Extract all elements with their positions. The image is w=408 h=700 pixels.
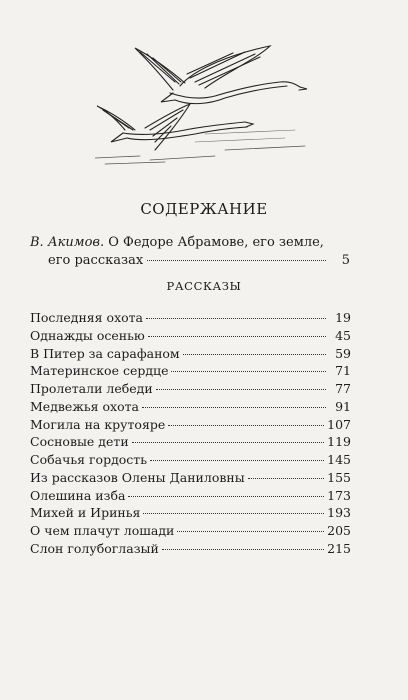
leader-dots	[150, 460, 324, 461]
toc-entry	[30, 452, 351, 470]
leader-dots	[147, 260, 326, 261]
toc-entry-title: Медвежья охота	[30, 398, 139, 414]
toc-entry	[30, 488, 351, 506]
leader-dots	[171, 371, 326, 372]
toc-entry	[30, 381, 351, 399]
intro-entry	[30, 234, 350, 270]
toc-entry-title: Олешина изба	[30, 487, 126, 503]
flying-swans-illustration	[95, 38, 315, 168]
toc-entry-title: Из рассказов Олены Даниловны	[30, 469, 245, 485]
toc-entry-page: 155	[327, 469, 351, 485]
toc-entry-page: 173	[327, 487, 351, 503]
toc-entry-title: Однажды осенью	[30, 327, 145, 343]
intro-line-2	[30, 252, 350, 270]
toc-entry	[30, 399, 351, 417]
toc-entry-page: 45	[335, 327, 351, 343]
leader-dots	[142, 407, 326, 408]
toc-entry	[30, 417, 351, 435]
toc-entry	[30, 346, 351, 364]
leader-dots	[183, 354, 326, 355]
table-of-contents	[30, 310, 351, 559]
toc-entry-page: 59	[335, 345, 351, 361]
toc-entry-page: 71	[335, 363, 351, 379]
toc-entry	[30, 523, 351, 541]
intro-line-1	[30, 234, 350, 252]
leader-dots	[143, 513, 324, 514]
toc-entry-page: 145	[327, 452, 351, 467]
toc-entry	[30, 363, 351, 381]
leader-dots	[128, 496, 324, 497]
toc-entry-page: 19	[335, 310, 351, 325]
toc-entry-title: Собачья гордость	[30, 452, 148, 467]
toc-entry-page: 119	[327, 434, 351, 450]
toc-entry-page: 193	[327, 505, 351, 521]
leader-dots	[146, 318, 326, 319]
intro-author: В. Акимов	[30, 235, 100, 250]
toc-entry-page: 91	[335, 398, 351, 414]
leader-dots	[162, 549, 324, 550]
toc-entry-title: Слон голубоглазый	[30, 540, 159, 556]
intro-title-part2: его рассказах	[48, 253, 144, 268]
toc-entry-title: Пролетали лебеди	[30, 381, 153, 396]
toc-entry-page: 77	[335, 381, 351, 396]
toc-entry-title: Материнское сердце	[30, 363, 169, 379]
toc-entry-page: 215	[327, 540, 351, 556]
contents-heading: СОДЕРЖАНИЕ	[140, 200, 268, 218]
leader-dots	[248, 478, 324, 479]
intro-title-part1: . О Федоре Абрамове, его земле,	[99, 235, 324, 250]
toc-entry	[30, 470, 351, 488]
intro-page-number: 5	[341, 253, 350, 268]
leader-dots	[168, 425, 324, 426]
leader-dots	[156, 389, 326, 390]
toc-entry-page: 107	[327, 416, 351, 432]
toc-entry-title: Михей и Иринья	[30, 505, 141, 521]
toc-entry-title: О чем плачут лошади	[30, 523, 175, 538]
toc-entry-title: Последняя охота	[30, 310, 144, 325]
toc-entry	[30, 505, 351, 523]
toc-entry	[30, 328, 351, 346]
toc-entry	[30, 541, 351, 559]
leader-dots	[132, 442, 324, 443]
section-heading: РАССКАЗЫ	[166, 279, 242, 293]
leader-dots	[177, 531, 324, 532]
leader-dots	[148, 336, 326, 337]
toc-entry-page: 205	[327, 523, 351, 538]
toc-entry	[30, 434, 351, 452]
toc-entry	[30, 310, 351, 328]
toc-entry-title: Могила на крутояре	[30, 416, 166, 432]
toc-entry-title: Сосновые дети	[30, 434, 129, 450]
toc-entry-title: В Питер за сарафаном	[30, 345, 180, 361]
